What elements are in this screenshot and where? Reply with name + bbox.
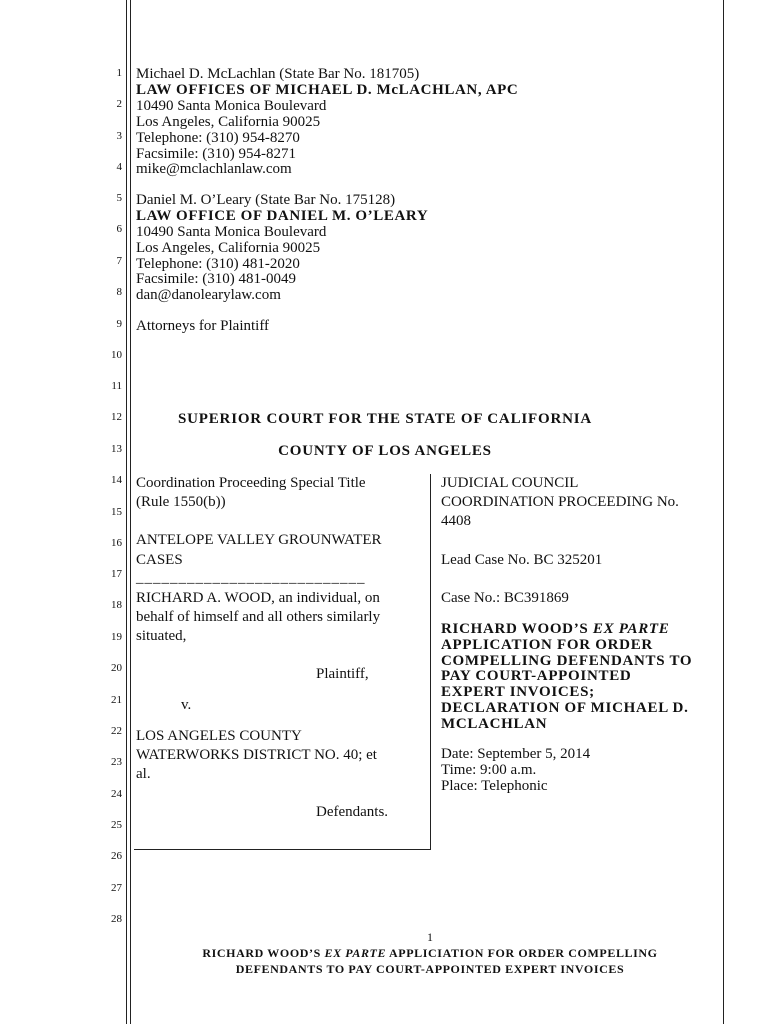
jcc-line: JUDICIAL COUNCIL [441, 475, 579, 491]
footer-title-line [0, 946, 770, 961]
line-number: 24 [111, 788, 122, 800]
line-number: 28 [111, 913, 122, 925]
line-number: 9 [116, 318, 122, 330]
document-title-line: COMPELLING DEFENDANTS TO [441, 653, 693, 669]
line-number: 16 [111, 537, 122, 549]
facsimile: Facsimile: (310) 481-0049 [136, 271, 296, 287]
line-number: 22 [111, 725, 122, 737]
caption-divider [430, 474, 431, 850]
line-number: 25 [111, 819, 122, 831]
separator-line: ___________________________ [136, 570, 366, 586]
facsimile: Facsimile: (310) 954-8271 [136, 146, 296, 162]
line-number: 4 [116, 161, 122, 173]
document-title-line [441, 621, 670, 637]
court-name: SUPERIOR COURT FOR THE STATE OF CALIFORNIA [178, 411, 592, 427]
case-number: Case No.: BC391869 [441, 590, 569, 606]
line-number: 3 [116, 130, 122, 142]
address-line: 10490 Santa Monica Boulevard [136, 224, 327, 240]
line-number: 23 [111, 756, 122, 768]
cases-title: ANTELOPE VALLEY GROUNWATER [136, 532, 382, 548]
county-name: COUNTY OF LOS ANGELES [278, 443, 492, 459]
caption-bottom-rule [134, 849, 431, 850]
defendant-description: LOS ANGELES COUNTY [136, 728, 302, 744]
attorney-name: Michael D. McLachlan (State Bar No. 181705) [136, 66, 420, 82]
line-number: 7 [116, 255, 122, 267]
telephone: Telephone: (310) 954-8270 [136, 130, 300, 146]
line-number: 13 [111, 443, 122, 455]
title-text: RICHARD WOOD’S [441, 621, 593, 637]
line-number: 14 [111, 474, 122, 486]
defendant-description: al. [136, 766, 151, 782]
margin-line-left-outer [126, 0, 127, 1024]
line-number: 21 [111, 694, 122, 706]
line-number: 15 [111, 506, 122, 518]
line-number: 12 [111, 411, 122, 423]
line-number: 6 [116, 223, 122, 235]
telephone: Telephone: (310) 481-2020 [136, 256, 300, 272]
line-number: 8 [116, 286, 122, 298]
hearing-place: Place: Telephonic [441, 778, 548, 794]
margin-line-right [723, 0, 724, 1024]
document-title-line: DECLARATION OF MICHAEL D. [441, 700, 689, 716]
coordination-rule: (Rule 1550(b)) [136, 494, 226, 510]
address-line: Los Angeles, California 90025 [136, 114, 321, 130]
line-number: 2 [116, 98, 122, 110]
line-number: 20 [111, 662, 122, 674]
line-number: 27 [111, 882, 122, 894]
line-number: 11 [111, 380, 122, 392]
address-line: Los Angeles, California 90025 [136, 240, 321, 256]
plaintiff-description: RICHARD A. WOOD, an individual, on [136, 590, 380, 606]
line-number: 26 [111, 850, 122, 862]
line-number: 1 [116, 67, 122, 79]
lead-case-number: Lead Case No. BC 325201 [441, 552, 603, 568]
firm-name: LAW OFFICE OF DANIEL M. O’LEARY [136, 208, 429, 224]
footer-text: RICHARD WOOD’S [202, 946, 325, 960]
plaintiff-description: situated, [136, 628, 187, 644]
document-title-line: APPLICATION FOR ORDER [441, 637, 653, 653]
title-ex-parte: EX PARTE [592, 621, 670, 637]
plaintiff-label: Plaintiff, [316, 666, 369, 682]
footer-title-line: DEFENDANTS TO PAY COURT-APPOINTED EXPERT INVOICES [235, 962, 625, 976]
email: mike@mclachlanlaw.com [136, 161, 292, 177]
line-number: 19 [111, 631, 122, 643]
cases-title: CASES [136, 552, 183, 568]
footer-text: APPLICIATION FOR ORDER COMPELLING [386, 946, 658, 960]
document-title-line: PAY COURT-APPOINTED [441, 668, 632, 684]
margin-line-left-inner [130, 0, 131, 1024]
coordination-title: Coordination Proceeding Special Title [136, 475, 366, 491]
line-number: 17 [111, 568, 122, 580]
document-title-line: EXPERT INVOICES; [441, 684, 595, 700]
firm-name: LAW OFFICES OF MICHAEL D. McLACHLAN, APC [136, 82, 519, 98]
plaintiff-description: behalf of himself and all others similarly [136, 609, 381, 625]
address-line: 10490 Santa Monica Boulevard [136, 98, 327, 114]
defendant-description: WATERWORKS DISTRICT NO. 40; et [136, 747, 377, 763]
jcc-line: COORDINATION PROCEEDING No. [441, 494, 679, 510]
hearing-time: Time: 9:00 a.m. [441, 762, 537, 778]
email: dan@danolearylaw.com [136, 287, 281, 303]
hearing-date: Date: September 5, 2014 [441, 746, 591, 762]
jcc-number: 4408 [441, 513, 471, 529]
attorneys-for: Attorneys for Plaintiff [136, 318, 270, 334]
line-number: 10 [111, 349, 122, 361]
line-number: 5 [116, 192, 122, 204]
attorney-name: Daniel M. O’Leary (State Bar No. 175128) [136, 192, 396, 208]
defendant-label: Defendants. [316, 804, 389, 820]
page-number: 1 [427, 930, 433, 944]
footer-ex-parte: EX PARTE [324, 946, 387, 960]
document-title-line: MCLACHLAN [441, 716, 548, 732]
line-number: 18 [111, 599, 122, 611]
versus: v. [181, 697, 192, 713]
